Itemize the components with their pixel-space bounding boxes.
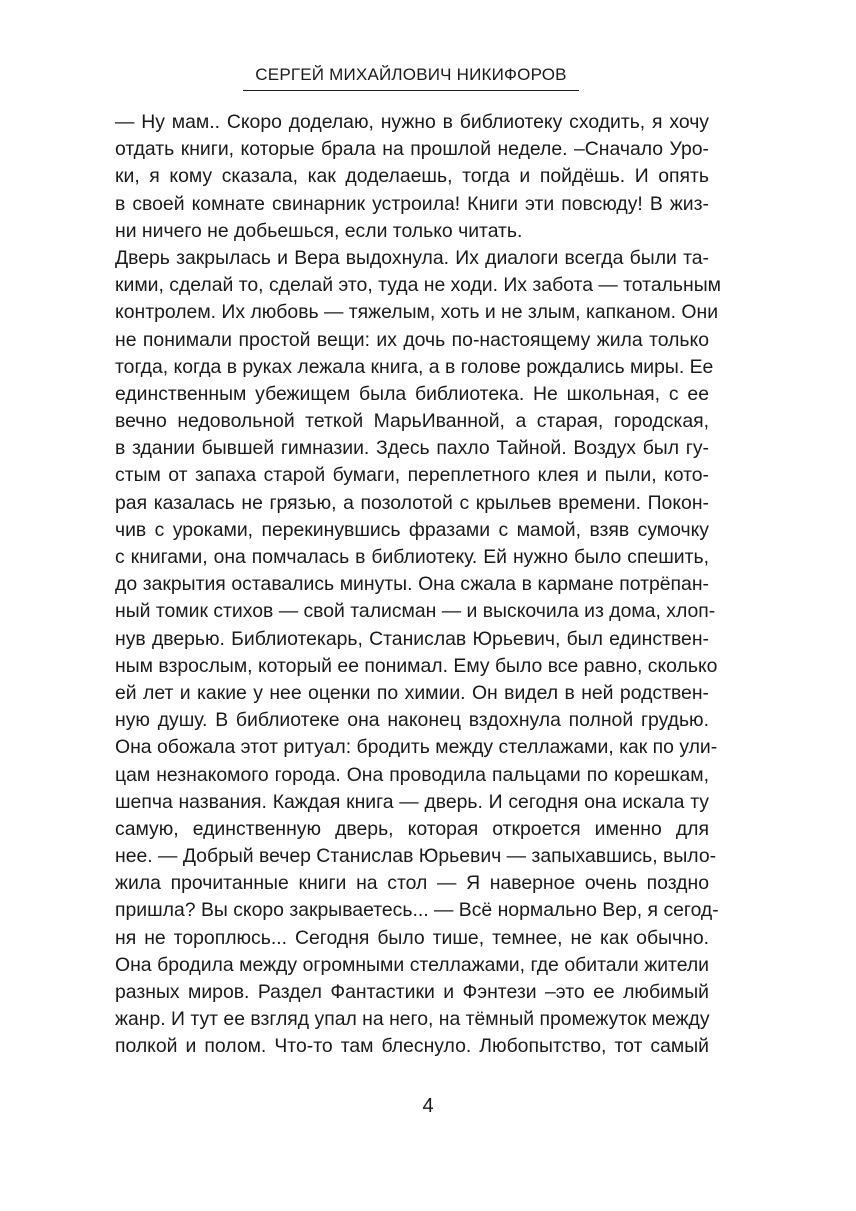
text-line: стым от запаха старой бумаги, переплетного клея и пыли, кото- <box>115 464 709 487</box>
text-line: полкой и полом. Что-то там блеснуло. Любопытство, тот самый <box>115 1035 709 1058</box>
text-line: цам незнакомого города. Она проводила пальцами по корешкам, <box>115 763 709 786</box>
text-line: ки, я кому сказала, как доделаешь, тогда и пойдёшь. И опять <box>115 165 709 188</box>
text-line: контролем. Их любовь — тяжелым, хоть и не злым, капканом. Они <box>115 301 719 324</box>
text-line: — Ну мам.. Скоро доделаю, нужно в библиотеку сходить, я хочу <box>115 111 709 133</box>
running-header-title: СЕРГЕЙ МИХАЙЛОВИЧ НИКИФОРОВ <box>243 62 579 91</box>
page-number: 4 <box>422 1095 434 1117</box>
text-line: ня не тороплюсь... Сегодня было тише, темнее, не как обычно. <box>115 926 709 949</box>
text-line: нув дверью. Библиотекарь, Станислав Юрьевич, был единствен- <box>115 627 709 650</box>
text-line: до закрытия оставались минуты. Она сжала в кармане потрёпан- <box>115 573 709 596</box>
body-text <box>115 109 722 1061</box>
text-line: в здании бывшей гимназии. Здесь пахло Тайной. Воздух был гу- <box>115 437 709 460</box>
text-line: единственным убежищем была библиотека. Не школьная, с ее <box>115 382 709 405</box>
text-line: вечно недовольной теткой МарьИванной, а старая, городская, <box>115 410 709 433</box>
text-line: кими, сделай то, сделай это, туда не ходи. Их забота — тотальным <box>115 274 722 297</box>
text-line: нее. — Добрый вечер Станислав Юрьевич — запыхавшись, выло- <box>115 845 717 868</box>
text-line: жанр. И тут ее взгляд упал на него, на тёмный промежуток между <box>115 1008 710 1031</box>
text-line: ным взрослым, который ее понимал. Ему было все равно, сколько <box>115 654 718 677</box>
text-line: пришла? Вы скоро закрываетесь... — Всё нормально Вер, я сегод- <box>115 899 719 922</box>
text-line: в своей комнате свинарник устроила! Книги эти повсюду! В жиз- <box>115 192 709 215</box>
text-line: жила прочитанные книги на стол — Я наверное очень поздно <box>115 872 709 895</box>
text-line: тогда, когда в руках лежала книга, а в голове рождались миры. Ее <box>115 355 714 378</box>
text-line: ный томик стихов — свой талисман — и выскочила из дома, хлоп- <box>115 600 716 623</box>
text-line: самую, единственную дверь, которая откроется именно для <box>115 817 709 840</box>
text-line: не понимали простой вещи: их дочь по-настоящему жила только <box>115 328 709 351</box>
text-line: ей лет и какие у нее оценки по химии. Он видел в ней родствен- <box>115 681 709 704</box>
text-line: Она бродила между огромными стеллажами, где обитали жители <box>115 953 709 976</box>
text-line: с книгами, она помчалась в библиотеку. Ей нужно было спешить, <box>115 546 709 568</box>
text-line: Дверь закрылась и Вера выдохнула. Их диалоги всегда были та- <box>115 246 709 269</box>
text-line: ни ничего не добьешься, если только читать. <box>115 219 523 242</box>
text-line: отдать книги, которые брала на прошлой неделе. –Сначало Уро- <box>115 138 709 161</box>
text-line: шепча названия. Каждая книга — дверь. И сегодня она искала ту <box>115 790 709 813</box>
text-line: ную душу. В библиотеке она наконец вздохнула полной грудью. <box>115 709 709 732</box>
text-line: Она обожала этот ритуал: бродить между стеллажами, как по ули- <box>115 736 718 759</box>
text-line: рая казалась не грязью, а позолотой с крыльев времени. Покон- <box>115 491 709 514</box>
text-line: чив с уроками, перекинувшись фразами с мамой, взяв сумочку <box>115 518 709 541</box>
text-line: разных миров. Раздел Фантастики и Фэнтези –это ее любимый <box>115 981 709 1003</box>
